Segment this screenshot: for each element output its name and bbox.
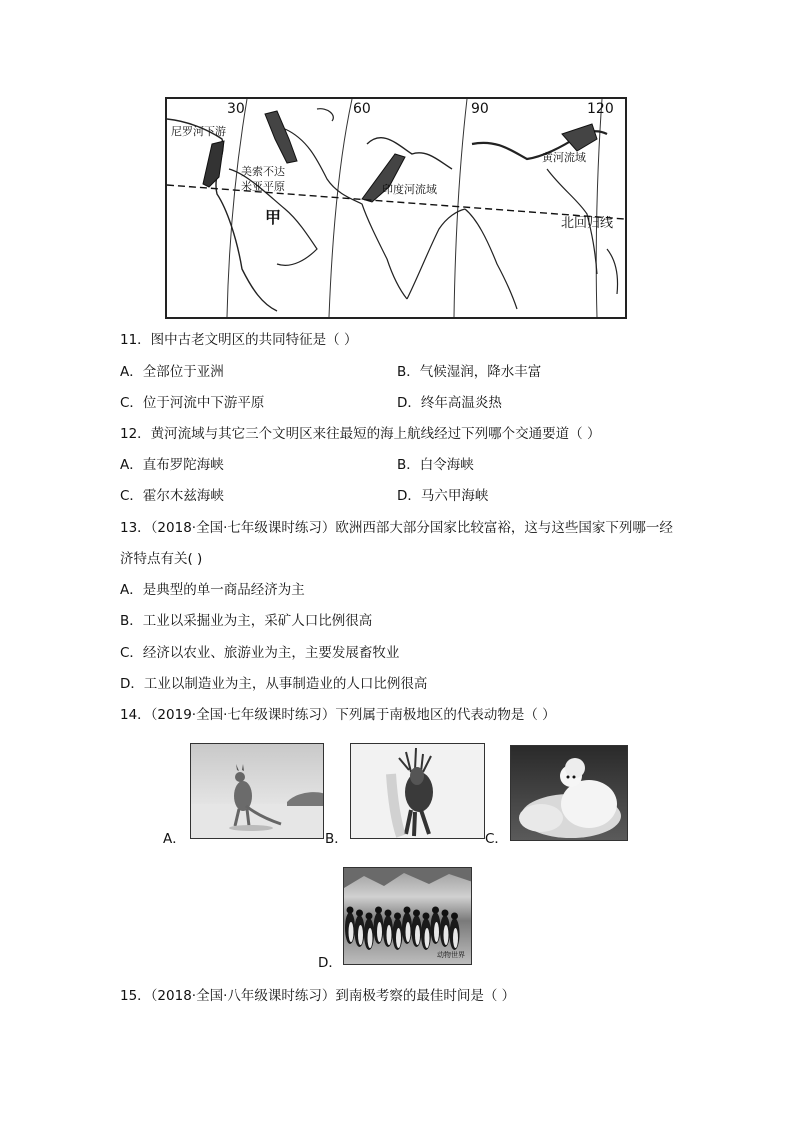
q11-option-d[interactable]: D．终年高温炎热 (397, 395, 502, 411)
q13-stem-line2: 济特点有关( ) (120, 551, 203, 567)
map-drawing (167, 99, 625, 317)
mesopotamia-region (265, 111, 297, 163)
reindeer-image (351, 744, 485, 839)
q14-option-c-label[interactable]: C． (485, 831, 508, 847)
meridian-90 (454, 99, 467, 317)
q11-option-b[interactable]: B．气候湿润，降水丰富 (397, 364, 542, 380)
penguin-figure (383, 910, 393, 948)
label-meso-line1: 美索不达 (241, 165, 285, 178)
kangaroo-image (191, 744, 324, 839)
q11-stem: 11．图中古老文明区的共同特征是（ ） (120, 332, 358, 348)
nile-region (203, 141, 224, 187)
lon-label-30: 30 (227, 101, 245, 117)
label-meso-line2: 米亚平原 (241, 180, 285, 193)
label-yellow-river: 黄河流域 (542, 151, 586, 164)
q14-option-b-label[interactable]: B． (325, 831, 348, 847)
label-tropic: 北回归线 (561, 216, 614, 231)
q11-option-a[interactable]: A．全部位于亚洲 (120, 364, 224, 380)
photo-reindeer[interactable] (350, 743, 485, 839)
q11-option-c[interactable]: C．位于河流中下游平原 (120, 395, 265, 411)
caspian-coast (317, 109, 333, 121)
southeast-asia-coast (465, 209, 517, 309)
q14-option-a-label[interactable]: A． (163, 831, 186, 847)
himalaya-line (367, 138, 452, 169)
lon-label-120: 120 (587, 101, 614, 117)
india-east-coast (407, 209, 465, 299)
q14-option-d-label[interactable]: D． (318, 955, 342, 971)
persian-india-coast (285, 129, 407, 299)
penguin-figure (374, 907, 384, 945)
photo-watermark: 动物世界 (437, 951, 465, 959)
lon-label-90: 90 (471, 101, 489, 117)
arctic-fox-image (511, 746, 628, 841)
penguin-figure (421, 913, 431, 951)
q13-option-c[interactable]: C．经济以农业、旅游业为主，主要发展畜牧业 (120, 645, 400, 661)
label-jia: 甲 (265, 208, 282, 227)
penguin-figure (440, 910, 450, 948)
label-nile: 尼罗河下游 (171, 125, 226, 138)
penguin-figure (402, 907, 412, 945)
q13-option-b[interactable]: B．工业以采掘业为主，采矿人口比例很高 (120, 613, 373, 629)
q12-option-d[interactable]: D．马六甲海峡 (397, 488, 489, 504)
q15-stem: 15．（2018·全国·八年级课时练习）到南极考察的最佳时间是（ ） (120, 988, 516, 1004)
photo-penguins[interactable] (343, 867, 472, 965)
q13-stem-line1: 13．（2018·全国·七年级课时练习）欧洲西部大部分国家比较富裕，这与这些国家下列哪一经 (120, 520, 673, 536)
ancient-civilizations-map (165, 97, 627, 319)
lon-label-60: 60 (353, 101, 371, 117)
q12-option-c[interactable]: C．霍尔木兹海峡 (120, 488, 224, 504)
meridian-60 (329, 99, 352, 317)
q12-stem: 12．黄河流域与其它三个文明区来往最短的海上航线经过下列哪个交通要道（ ） (120, 426, 601, 442)
penguin-figure (355, 910, 365, 948)
yellow-river-region (562, 124, 597, 151)
penguin-figure (412, 910, 422, 948)
meridian-30 (227, 99, 247, 317)
taiwan-coast (607, 249, 618, 294)
penguin-figure (364, 913, 374, 951)
photo-arctic-fox[interactable] (510, 745, 628, 841)
photo-kangaroo[interactable] (190, 743, 324, 839)
q12-option-a[interactable]: A．直布罗陀海峡 (120, 457, 224, 473)
q13-option-a[interactable]: A．是典型的单一商品经济为主 (120, 582, 305, 598)
penguin-figure (345, 907, 355, 945)
penguin-figure (450, 913, 460, 951)
q14-stem: 14．（2019·全国·七年级课时练习）下列属于南极地区的代表动物是（ ） (120, 707, 556, 723)
q12-option-b[interactable]: B．白令海峡 (397, 457, 474, 473)
label-indus: 印度河流域 (382, 183, 437, 196)
penguin-figure (393, 913, 403, 951)
q13-option-d[interactable]: D．工业以制造业为主，从事制造业的人口比例很高 (120, 676, 428, 692)
penguin-figure (431, 907, 441, 945)
